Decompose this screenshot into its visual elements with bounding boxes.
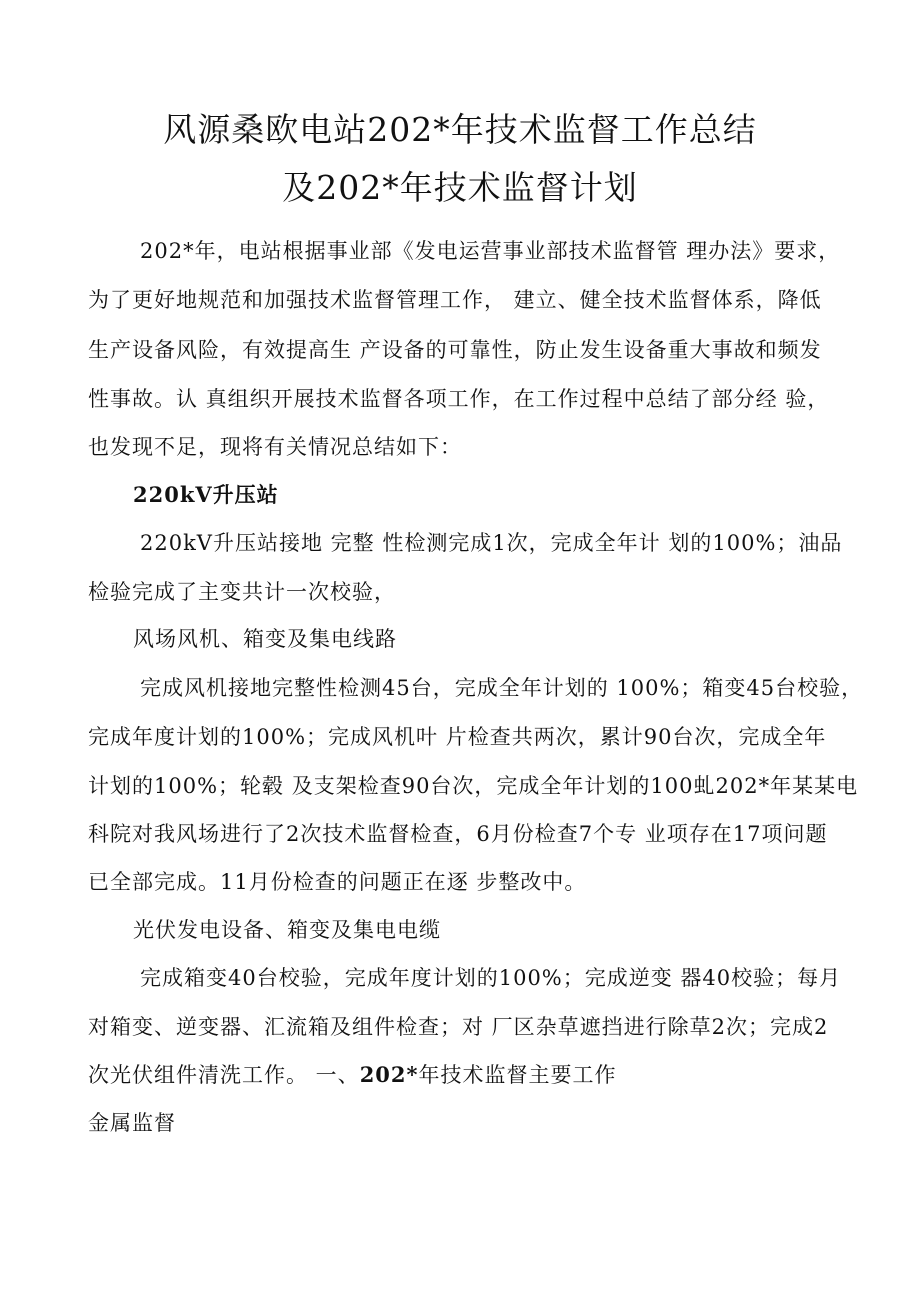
pv-line-3-start: 次光伏组件清洗工作。 一、 xyxy=(88,1063,360,1087)
wind-farm-line-3: 计划的100%；轮毂 及支架检查90台次，完成全年计划的100虬202*年某某电 xyxy=(88,774,859,798)
pv-line-3-year: 202* xyxy=(359,1062,419,1087)
document-title-line-1: 风源桑欧电站202*年技术监督工作总结 xyxy=(163,110,757,149)
document-title-line-2: 及202*年技术监督计划 xyxy=(282,168,638,207)
substation-line-1: 220kV升压站接地 完整 性检测完成1次，完成全年计 划的100%；油品 xyxy=(140,531,843,555)
section-heading-pv: 光伏发电设备、箱变及集电电缆 xyxy=(133,918,441,942)
pv-line-3-end: 年技术监督主要工作 xyxy=(418,1063,617,1087)
intro-line-5: 也发现不足，现将有关情况总结如下： xyxy=(88,435,462,459)
section-heading-substation: 220kV升压站 xyxy=(133,482,279,507)
intro-line-4: 性事故。认 真组织开展技术监督各项工作，在工作过程中总结了部分经 验， xyxy=(88,387,830,411)
intro-line-3: 生产设备风险，有效提高生 产设备的可靠性，防止发生设备重大事故和频发 xyxy=(88,338,822,362)
section-heading-wind-farm: 风场风机、箱变及集电线路 xyxy=(133,627,397,651)
wind-farm-line-2: 完成年度计划的100%；完成风机叶 片检查共两次，累计90台次，完成全年 xyxy=(88,725,827,749)
section-heading-metal-supervision: 金属监督 xyxy=(88,1111,176,1135)
pv-line-3 xyxy=(88,1060,617,1090)
wind-farm-line-4: 科院对我风场进行了2次技术监督检查，6月份检查7个专 业项存在17项问题 xyxy=(88,822,828,846)
intro-line-1: 202*年，电站根据事业部《发电运营事业部技术监督管 理办法》要求， xyxy=(140,239,841,263)
pv-line-2: 对箱变、逆变器、汇流箱及组件检查；对 厂区杂草遮挡进行除草2次；完成2 xyxy=(88,1015,829,1039)
pv-line-1: 完成箱变40台校验，完成年度计划的100%；完成逆变 器40校验；每月 xyxy=(140,966,842,990)
wind-farm-line-1: 完成风机接地完整性检测45台，完成全年计划的 100%；箱变45台校验， xyxy=(140,676,864,700)
substation-line-2: 检验完成了主变共计一次校验， xyxy=(88,580,396,604)
wind-farm-line-5: 已全部完成。11月份检查的问题正在逐 步整改中。 xyxy=(88,870,587,894)
intro-line-2: 为了更好地规范和加强技术监督管理工作， 建立、健全技术监督体系，降低 xyxy=(88,288,822,312)
